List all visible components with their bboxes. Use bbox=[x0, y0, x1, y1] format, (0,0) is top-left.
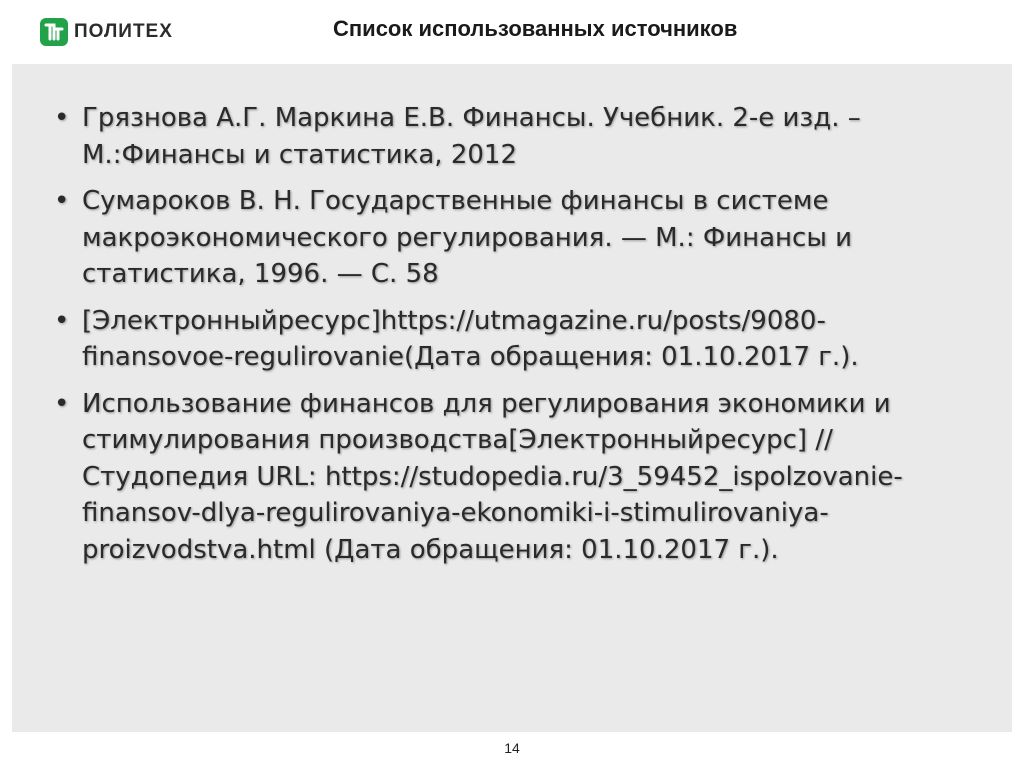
logo-text: ПОЛИТЕХ bbox=[74, 21, 173, 42]
page-number: 14 bbox=[504, 740, 520, 756]
page-title: Список использованных источников bbox=[333, 16, 738, 41]
bullet: • bbox=[54, 103, 70, 133]
logo bbox=[40, 18, 173, 46]
bullet: • bbox=[54, 305, 70, 336]
source-text: Использование финансов для регулирования экономики и стимулирования производства[Электронныйресурс] //Студопедия URL: https://studopedia.ru/3_59452_ispolzovanie-finansov-dlya-regulirovaniya-ekonomiki-i-stimulirovaniya-proizvodstva.html (Дата обращения: 01.10.2017 г.). bbox=[82, 388, 903, 565]
sources-list bbox=[54, 100, 954, 578]
bullet: • bbox=[54, 388, 70, 419]
source-text: Сумароков В. Н. Государственные финансы в системе макроэкономического регулирования. — М.: Финансы и статистика, 1996. — С. 58 bbox=[82, 186, 853, 289]
content-area bbox=[12, 64, 1012, 732]
source-text: [Электронныйресурс]https://utmagazine.ru/posts/9080-finansovoe-regulirovanie(Дата обращения: 01.10.2017 г.). bbox=[82, 305, 859, 372]
list-item bbox=[54, 183, 954, 293]
bullet: • bbox=[54, 186, 70, 216]
list-item bbox=[54, 303, 954, 376]
list-item bbox=[54, 386, 954, 569]
list-item bbox=[54, 100, 954, 173]
footer bbox=[0, 732, 1024, 767]
politech-logo-icon bbox=[40, 18, 68, 46]
header bbox=[0, 0, 1024, 64]
source-text: Грязнова А.Г. Маркина Е.В. Финансы. Учебник. 2-е изд. – М.:Финансы и статистика, 2012 bbox=[82, 103, 861, 170]
